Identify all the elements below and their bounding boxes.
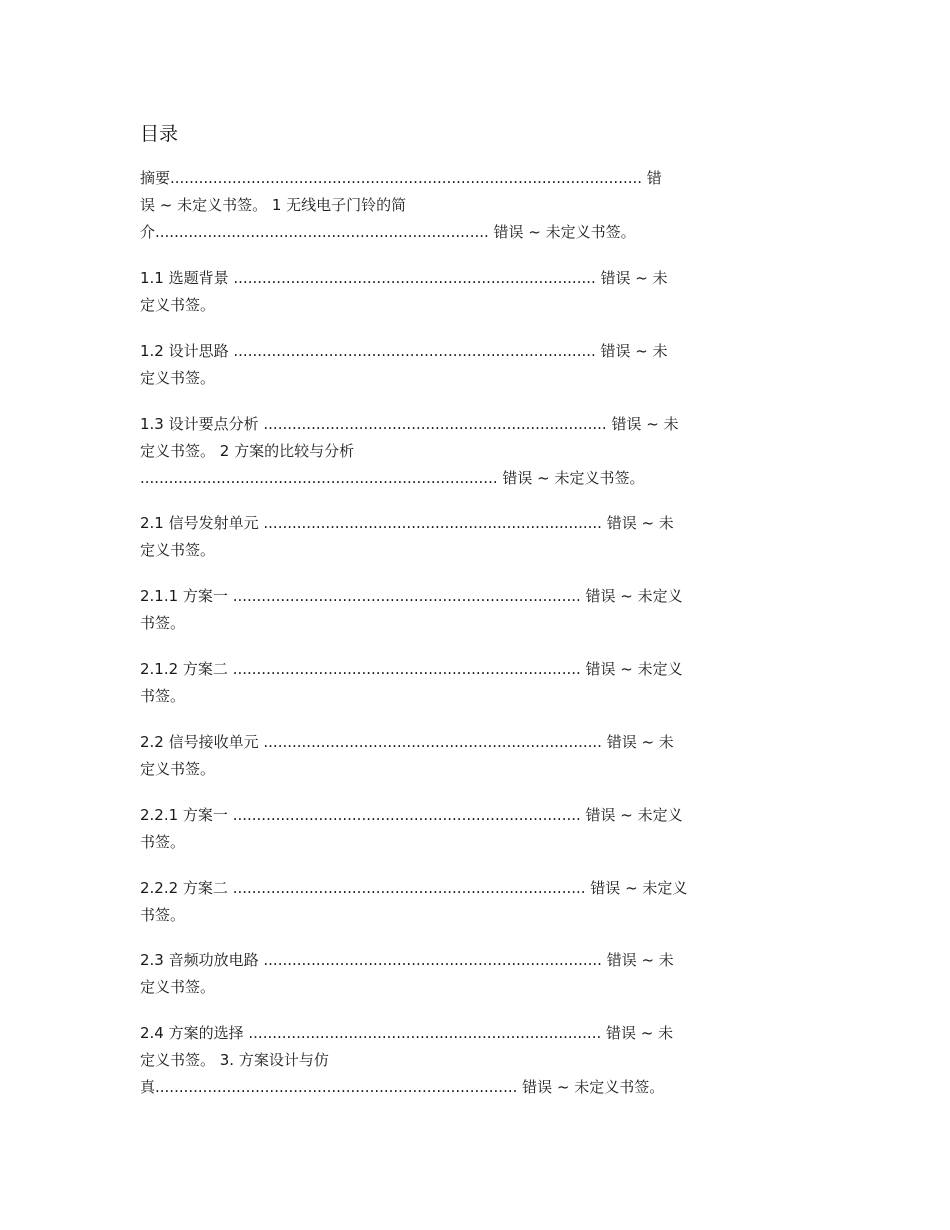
toc-line: ........................................................................... 错误 ~ 未定义书签。 — [140, 469, 645, 487]
toc-line: 定义书签。 — [140, 760, 216, 778]
toc-line: 定义书签。 2 方案的比较与分析 — [140, 442, 355, 460]
toc-entry-2-1[interactable] — [140, 510, 800, 564]
toc-line: 2.1.1 方案一 ......................................................................... 错误 ~ 未定义 — [140, 587, 683, 605]
toc-line: 2.2.1 方案一 ......................................................................... 错误 ~ 未定义 — [140, 806, 683, 824]
toc-line: 2.4 方案的选择 .......................................................................... 错误 ~ 未 — [140, 1024, 674, 1042]
toc-entry-abstract[interactable] — [140, 165, 800, 246]
toc-line: 2.3 音频功放电路 ....................................................................... 错误 ~ 未 — [140, 951, 674, 969]
toc-line: 1.1 选题背景 ............................................................................ 错误 ~ 未 — [140, 269, 668, 287]
toc-line: 真............................................................................ 错误 ~ 未定义书签。 — [140, 1078, 665, 1096]
toc-entry-2-3[interactable] — [140, 947, 800, 1001]
toc-line: 书签。 — [140, 906, 186, 924]
toc-line: 定义书签。 — [140, 978, 216, 996]
toc-line: 2.1 信号发射单元 ....................................................................... 错误 ~ 未 — [140, 514, 674, 532]
toc-line: 2.2.2 方案二 .......................................................................... 错误 ~ 未定义 — [140, 879, 688, 897]
toc-entry-2-1-2[interactable] — [140, 656, 800, 710]
toc-entry-2-4[interactable] — [140, 1020, 800, 1101]
toc-entry-2-1-1[interactable] — [140, 583, 800, 637]
toc-line: 书签。 — [140, 687, 186, 705]
toc-line: 介...................................................................... 错误 ~ 未定义书签。 — [140, 223, 636, 241]
toc-line: 定义书签。 — [140, 296, 216, 314]
toc-line: 书签。 — [140, 614, 186, 632]
toc-line: 书签。 — [140, 833, 186, 851]
toc-line: 摘要................................................................................................... 错 — [140, 169, 662, 187]
toc-title: 目录 — [140, 123, 179, 145]
toc-entry-1-2[interactable] — [140, 338, 800, 392]
toc-line: 2.1.2 方案二 ......................................................................... 错误 ~ 未定义 — [140, 660, 683, 678]
toc-entry-1-3[interactable] — [140, 411, 800, 492]
toc-line: 1.3 设计要点分析 ........................................................................ 错误 ~ 未 — [140, 415, 679, 433]
toc-line: 定义书签。 3. 方案设计与仿 — [140, 1051, 329, 1069]
toc-entry-2-2-2[interactable] — [140, 875, 800, 929]
toc-line: 误 ~ 未定义书签。 1 无线电子门铃的简 — [140, 196, 407, 214]
toc-line: 定义书签。 — [140, 369, 216, 387]
toc-entry-2-2[interactable] — [140, 729, 800, 783]
toc-line: 2.2 信号接收单元 ....................................................................... 错误 ~ 未 — [140, 733, 674, 751]
toc-line: 定义书签。 — [140, 541, 216, 559]
toc-line: 1.2 设计思路 ............................................................................ 错误 ~ 未 — [140, 342, 668, 360]
toc-entry-1-1[interactable] — [140, 265, 800, 319]
toc-entry-2-2-1[interactable] — [140, 802, 800, 856]
